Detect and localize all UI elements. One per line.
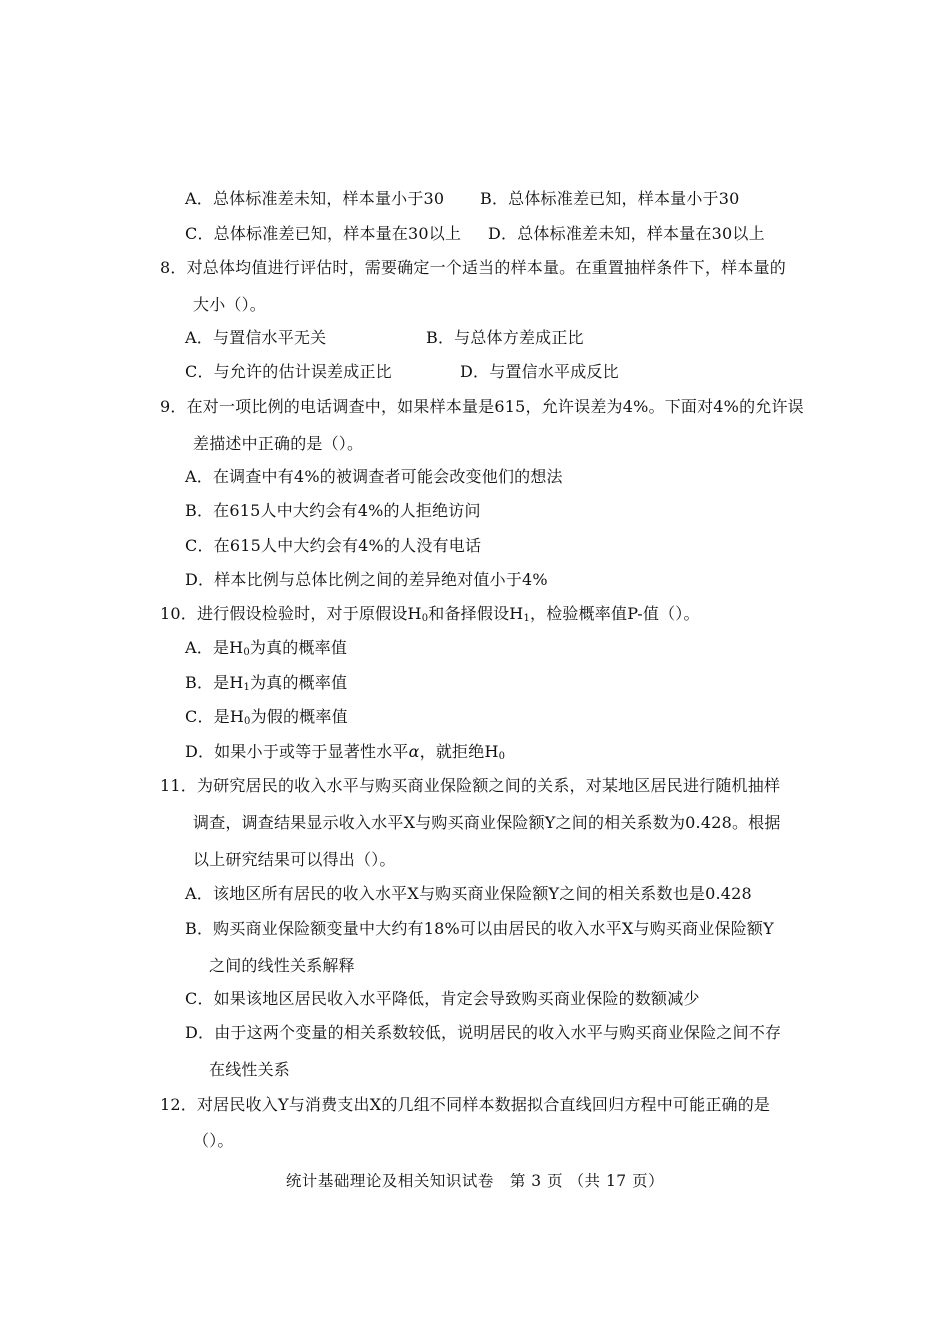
q10-option-a (185, 638, 347, 663)
q10-option-b-tail: 为真的概率值 (250, 673, 348, 692)
q11-option-a: A．该地区所有居民的收入水平X与购买商业保险额Y之间的相关系数也是0.428 (185, 884, 752, 903)
q9-stem-line-1: 9．在对一项比例的电话调查中，如果样本量是615，允许误差为4%。下面对4%的允许误 (160, 397, 804, 416)
q12-stem-line-1: 12．对居民收入Y与消费支出X的几组不同样本数据拟合直线回归方程中可能正确的是 (160, 1095, 771, 1114)
q10-option-a-subscript: 0 (243, 647, 250, 658)
q11-stem-line-3: 以上研究结果可以得出（）。 (193, 850, 396, 869)
q8-option-d: D．与置信水平成反比 (460, 362, 619, 381)
q7-option-a: A．总体标准差未知，样本量小于30 (185, 189, 445, 208)
q11-option-b-line-2: 之间的线性关系解释 (209, 956, 355, 975)
q10-stem-part-b: 和备择假设H (428, 604, 524, 623)
q10-option-d-mid: ，就拒绝H (419, 742, 499, 761)
q11-option-b-line-1: B．购买商业保险额变量中大约有18%可以由居民的收入水平X与购买商业保险额Y (185, 919, 774, 938)
q11-option-d-line-2: 在线性关系 (209, 1060, 291, 1079)
q11-option-d-line-1: D．由于这两个变量的相关系数较低，说明居民的收入水平与购买商业保险之间不存 (185, 1023, 782, 1042)
page-footer: 统计基础理论及相关知识试卷 第 3 页 （共 17 页） (285, 1172, 665, 1190)
q8-option-b: B．与总体方差成正比 (426, 328, 584, 347)
q10-option-c-text: C．是H (185, 707, 244, 726)
q10-option-c-subscript: 0 (244, 716, 251, 727)
q8-stem-line-1: 8．对总体均值进行评估时，需要确定一个适当的样本量。在重置抽样条件下，样本量的 (160, 258, 786, 277)
q8-option-c: C．与允许的估计误差成正比 (185, 362, 392, 381)
q10-option-b-text: B．是H (185, 673, 244, 692)
q10-option-b-subscript: 1 (243, 682, 251, 693)
q10-option-d-alpha: α (408, 742, 420, 761)
q9-option-c: C．在615人中大约会有4%的人没有电话 (185, 536, 482, 555)
q8-option-a: A．与置信水平无关 (185, 328, 327, 347)
q10-stem-subscript-0: 0 (421, 613, 429, 624)
q10-stem-part-c: ，检验概率值P-值（）。 (530, 604, 700, 623)
q10-stem (160, 604, 700, 629)
q9-option-b: B．在615人中大约会有4%的人拒绝访问 (185, 501, 481, 520)
q8-stem-line-2: 大小（）。 (193, 295, 267, 314)
q12-stem-line-2: （）。 (193, 1131, 234, 1150)
q10-option-c (185, 707, 348, 732)
q7-option-b: B．总体标准差已知，样本量小于30 (480, 189, 740, 208)
q10-option-b (185, 673, 347, 698)
q10-option-d (185, 742, 505, 767)
q11-option-c: C．如果该地区居民收入水平降低，肯定会导致购买商业保险的数额减少 (185, 989, 700, 1008)
q10-stem-subscript-1: 1 (523, 613, 530, 624)
q7-option-d: D．总体标准差未知，样本量在30以上 (488, 224, 765, 243)
q9-stem-line-2: 差描述中正确的是（）。 (193, 434, 364, 453)
q7-option-c: C．总体标准差已知，样本量在30以上 (185, 224, 462, 243)
q10-option-d-subscript: 0 (498, 751, 506, 762)
q10-option-c-tail: 为假的概率值 (250, 707, 348, 726)
q10-option-a-tail: 为真的概率值 (249, 638, 348, 657)
q9-option-d: D．样本比例与总体比例之间的差异绝对值小于4% (185, 570, 548, 589)
q9-option-a: A．在调查中有4%的被调查者可能会改变他们的想法 (185, 467, 563, 486)
q10-option-a-text: A．是H (185, 638, 244, 657)
q10-stem-part-a: 10．进行假设检验时，对于原假设H (160, 604, 422, 623)
q10-option-d-text: D．如果小于或等于显著性水平 (185, 742, 409, 761)
q11-stem-line-1: 11．为研究居民的收入水平与购买商业保险额之间的关系，对某地区居民进行随机抽样 (160, 776, 781, 795)
q11-stem-line-2: 调查，调查结果显示收入水平X与购买商业保险额Y之间的相关系数为0.428。根据 (193, 813, 781, 832)
